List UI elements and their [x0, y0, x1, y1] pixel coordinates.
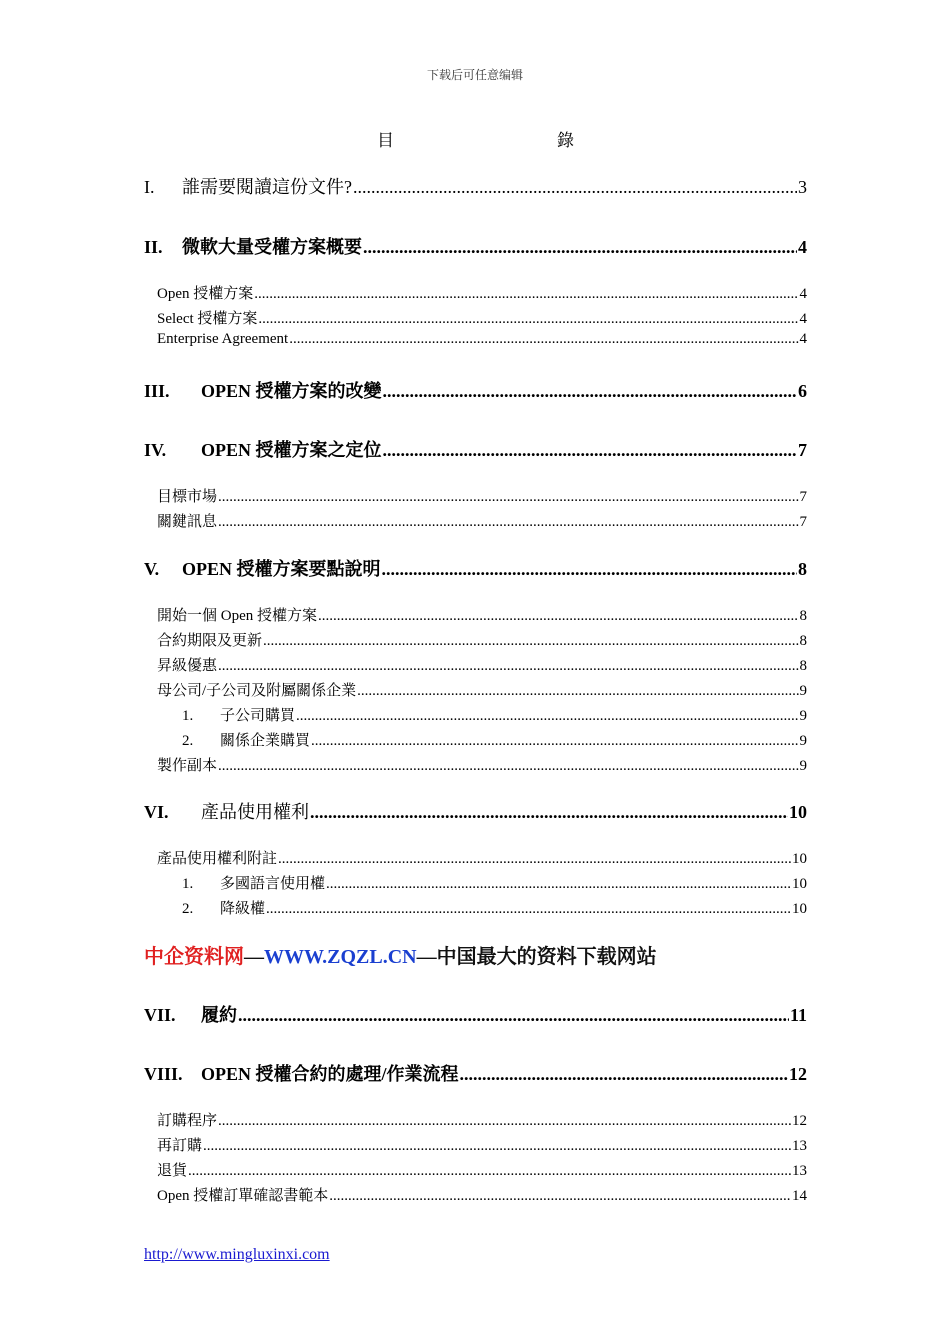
leader-dots [218, 489, 798, 506]
toc-subentry[interactable] [157, 331, 807, 348]
toc-title-right: 錄 [557, 131, 574, 150]
toc-entry-title: Open 授權方案 [157, 286, 254, 302]
leader-dots [218, 758, 798, 775]
toc-entry-page: 4 [798, 237, 807, 257]
toc-entry-title: OPEN 授權方案之定位 [201, 440, 382, 460]
leader-dots [188, 1163, 791, 1180]
toc-subentry[interactable] [157, 1134, 807, 1155]
footer-link[interactable]: http://www.mingluxinxi.com [144, 1246, 330, 1263]
toc-subsubentry[interactable] [182, 704, 807, 725]
toc-entry[interactable] [144, 173, 807, 199]
leader-dots [263, 633, 798, 650]
toc-subentry[interactable] [157, 307, 807, 328]
toc-entry-title: Select 授權方案 [157, 311, 258, 327]
toc-entry-title: 合約期限及更新 [157, 633, 263, 649]
toc-subentry[interactable] [157, 282, 807, 303]
toc-entry-page: 7 [799, 514, 807, 530]
banner-tagline: 中国最大的资料下载网站 [436, 946, 657, 968]
toc-entry-page: 4 [799, 311, 807, 327]
toc-entry-number: VIII. [144, 1064, 183, 1084]
leader-dots [357, 683, 798, 700]
toc-entry[interactable] [144, 555, 807, 581]
leader-dots [353, 177, 797, 198]
toc-entry[interactable] [144, 1001, 807, 1027]
toc-entry-title: 微軟大量受權方案概要 [182, 237, 362, 257]
toc-entry-number: 2. [182, 733, 194, 749]
toc-entry-title: 訂購程序 [157, 1113, 218, 1129]
toc-entry-page: 14 [792, 1188, 807, 1204]
toc-subentry[interactable] [157, 847, 807, 868]
leader-dots [383, 440, 797, 461]
toc-entry-page: 4 [799, 331, 807, 347]
banner-dash: — [244, 946, 264, 968]
toc-entry[interactable] [144, 436, 807, 462]
leader-dots [296, 708, 798, 725]
leader-dots [278, 851, 791, 868]
toc-entry-title: 退貨 [157, 1163, 188, 1179]
toc-entry-page: 10 [789, 802, 807, 822]
toc-entry-number: II. [144, 237, 163, 257]
toc-entry-number: V. [144, 559, 160, 579]
leader-dots [266, 901, 791, 918]
toc-entry-title: Open 授權訂單確認書範本 [157, 1188, 329, 1204]
toc-entry-title: 產品使用權利附註 [157, 851, 278, 867]
leader-dots [203, 1138, 791, 1155]
toc-entry-number: III. [144, 381, 170, 401]
toc-entry-title: 降級權 [220, 901, 266, 917]
toc-subentry[interactable] [157, 604, 807, 625]
toc-entry-page: 9 [799, 733, 807, 749]
toc-entry-title: Enterprise Agreement [157, 331, 289, 347]
toc-subentry[interactable] [157, 1109, 807, 1130]
toc-subentry[interactable] [157, 1159, 807, 1180]
toc-entry-title: 母公司/子公司及附屬關係企業 [157, 683, 357, 699]
leader-dots [218, 658, 798, 675]
leader-dots [218, 1113, 791, 1130]
toc-subentry[interactable] [157, 754, 807, 775]
toc-subentry[interactable] [157, 679, 807, 700]
toc-entry-number: VI. [144, 802, 169, 822]
promo-banner [144, 940, 657, 969]
toc-entry-page: 7 [798, 440, 807, 460]
toc-entry-number: VII. [144, 1005, 176, 1025]
toc-entry-title: OPEN 授權方案的改變 [201, 381, 382, 401]
toc-entry-title: OPEN 授權方案要點說明 [182, 559, 381, 579]
leader-dots [311, 733, 798, 750]
toc-entry[interactable] [144, 798, 807, 824]
leader-dots [238, 1005, 789, 1026]
leader-dots [318, 608, 799, 625]
toc-entry-page: 12 [792, 1113, 807, 1129]
toc-entry[interactable] [144, 233, 807, 259]
toc-entry-page: 7 [799, 489, 807, 505]
toc-entry-title: 關鍵訊息 [157, 514, 218, 530]
banner-url[interactable]: WWW.ZQZL.CN [264, 946, 417, 968]
toc-entry-title: OPEN 授權合約的處理/作業流程 [201, 1064, 459, 1084]
leader-dots [326, 876, 791, 893]
toc-entry-page: 8 [799, 608, 807, 624]
toc-entry-page: 9 [799, 758, 807, 774]
toc-entry-title: 產品使用權利 [201, 802, 309, 822]
toc-entry-page: 13 [792, 1163, 807, 1179]
toc-entry-page: 11 [789, 1005, 807, 1025]
toc-entry-number: 1. [182, 876, 194, 892]
toc-entry-number: I. [144, 177, 155, 197]
toc-entry-number: 1. [182, 708, 194, 724]
leader-dots [310, 802, 788, 823]
toc-entry-page: 3 [798, 177, 807, 197]
toc-entry-page: 12 [789, 1064, 807, 1084]
toc-entry-page: 9 [799, 708, 807, 724]
toc-entry-title: 子公司購買 [220, 708, 296, 724]
toc-subsubentry[interactable] [182, 729, 807, 750]
toc-entry-title: 多國語言使用權 [220, 876, 326, 892]
leader-dots [329, 1188, 791, 1205]
toc-entry-title: 誰需要閱讀這份文件? [182, 177, 352, 197]
toc-entry-page: 9 [799, 683, 807, 699]
toc-entry-page: 10 [792, 901, 807, 917]
toc-entry-title: 昇級優惠 [157, 658, 218, 674]
leader-dots [382, 559, 797, 580]
toc-subentry[interactable] [157, 629, 807, 650]
toc-entry-title: 履約 [201, 1005, 237, 1025]
toc-entry-number: IV. [144, 440, 167, 460]
page-header: 下载后可任意编辑 [426, 68, 523, 82]
toc-entry-page: 8 [799, 633, 807, 649]
toc-entry-page: 6 [798, 381, 807, 401]
toc-entry-page: 10 [792, 876, 807, 892]
toc-entry-page: 10 [792, 851, 807, 867]
toc-entry[interactable] [144, 1060, 807, 1086]
toc-title-left: 目 [377, 131, 394, 150]
toc-entry-page: 8 [799, 658, 807, 674]
toc-subsubentry[interactable] [182, 897, 807, 918]
toc-entry-page: 4 [799, 286, 807, 302]
toc-entry[interactable] [144, 377, 807, 403]
toc-entry-title: 關係企業購買 [220, 733, 311, 749]
toc-entry-title: 目標市場 [157, 489, 218, 505]
leader-dots [258, 311, 798, 328]
leader-dots [254, 286, 798, 303]
toc-entry-page: 8 [798, 559, 807, 579]
toc-subentry[interactable] [157, 485, 807, 506]
toc-subsubentry[interactable] [182, 872, 807, 893]
toc-subentry[interactable] [157, 1184, 807, 1205]
toc-subentry[interactable] [157, 654, 807, 675]
banner-site-name: 中企资料网 [144, 946, 244, 968]
leader-dots [218, 514, 798, 531]
leader-dots [460, 1064, 788, 1085]
toc-entry-title: 製作副本 [157, 758, 218, 774]
toc-subentry[interactable] [157, 510, 807, 531]
toc-entry-number: 2. [182, 901, 194, 917]
toc-entry-page: 13 [792, 1138, 807, 1154]
toc-entry-title: 開始一個 Open 授權方案 [157, 608, 317, 624]
leader-dots [363, 237, 797, 258]
leader-dots [289, 331, 798, 348]
leader-dots [383, 381, 797, 402]
toc-entry-title: 再訂購 [157, 1138, 203, 1154]
banner-dash: — [416, 946, 437, 968]
